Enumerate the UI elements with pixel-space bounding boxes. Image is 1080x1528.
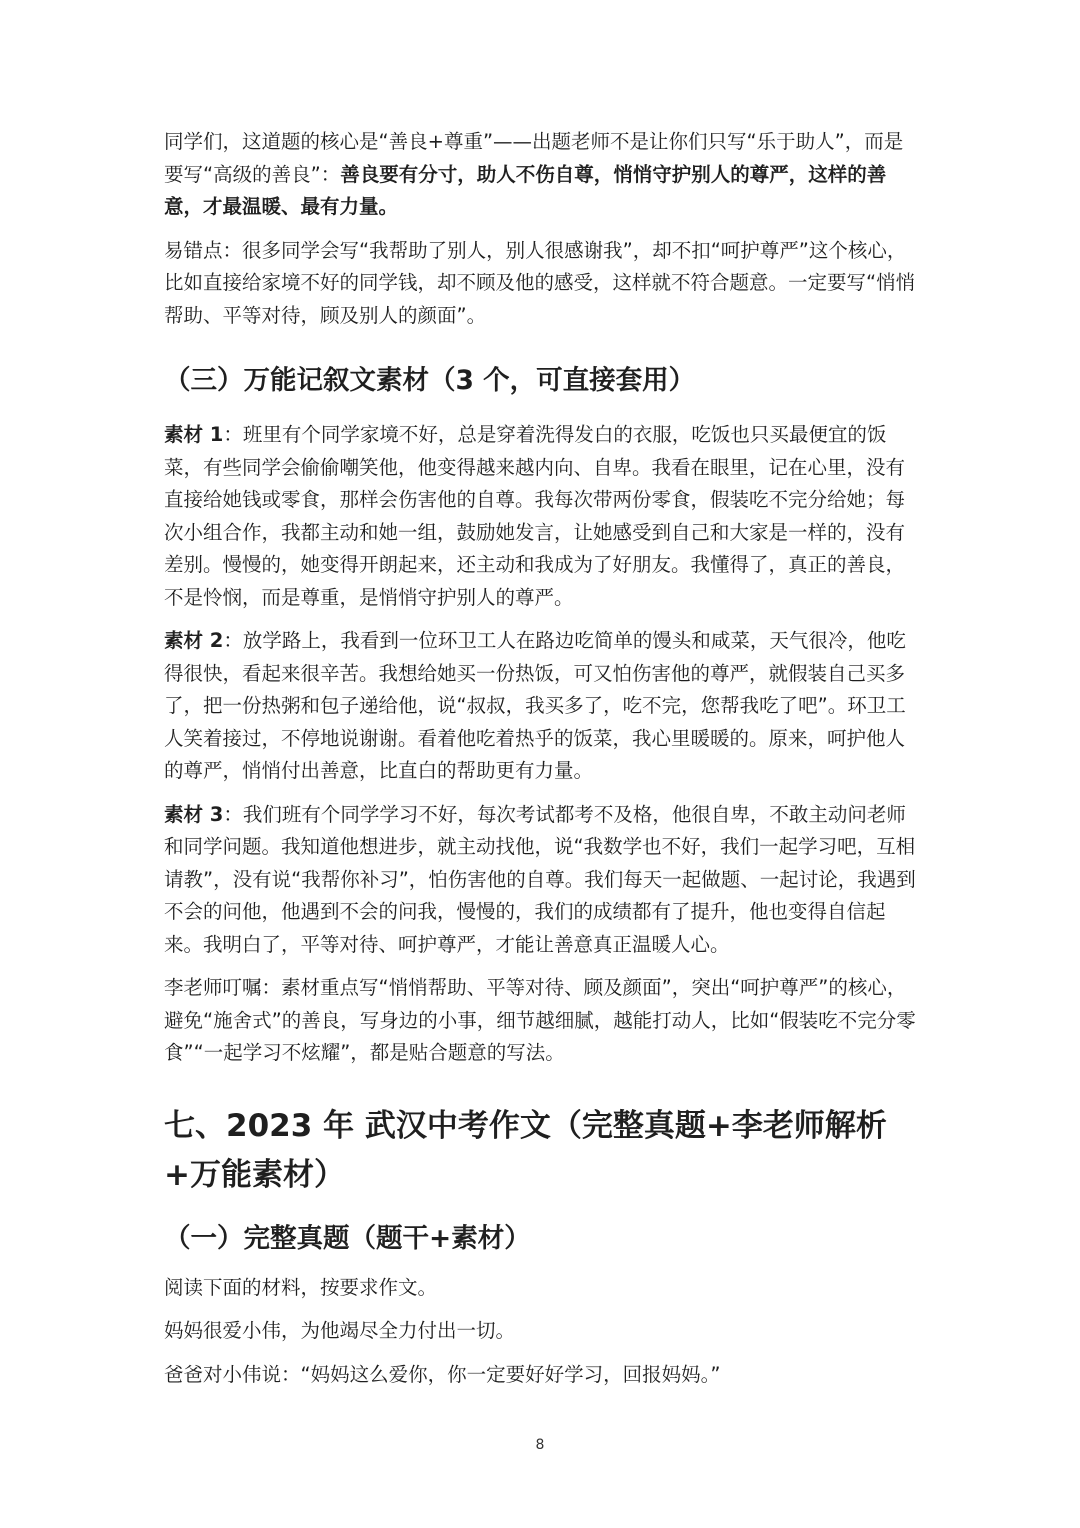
material-text: ：班里有个同学家境不好，总是穿着洗得发白的衣服，吃饭也只买最便宜的饭菜，有些同学会偷偷嘲笑他，他变得越来越内向、自卑。我看在眼里，记在心里，没有直接给她钱或零食，那样会伤害他的自尊。我每次带两份零食，假装吃不完分给她；每次小组合作，我都主动和她一组，鼓励她发言，让她感受到自己和大家是一样的，没有差别。慢慢的，她变得开朗起来，还主动和我成为了好朋友。我懂得了，真正的善良，不是怜悯，而是尊重，是悄悄守护别人的尊严。	[164, 423, 906, 609]
question-line-2: 妈妈很爱小伟，为他竭尽全力付出一切。	[164, 1319, 516, 1342]
page-number: 8	[535, 1437, 545, 1453]
material-label: 素材 2	[164, 629, 224, 652]
question-line-1: 阅读下面的材料，按要求作文。	[164, 1275, 438, 1299]
intro-emphasis: 善良要有分寸，助人不伤自尊，悄悄守护别人的尊严，这样的善意，才最温暖、最有力量。	[164, 162, 887, 218]
material-paragraph-1	[164, 419, 916, 614]
material-label: 素材 1	[164, 423, 224, 446]
intro-text: 同学们，这道题的核心是“善良+尊重”——出题老师不是让你们只写“乐于助人”，而是要写“高级的善良”：	[164, 130, 904, 186]
material-label: 素材 3	[164, 802, 224, 826]
intro-paragraph	[164, 126, 916, 224]
chapter-heading-2023: 七、2023 年 武汉中考作文（完整真题+李老师解析+万能素材）	[164, 1107, 887, 1193]
question-line-3: 爸爸对小伟说：“妈妈这么爱你，你一定要好好学习，回报妈妈。”	[164, 1362, 721, 1386]
common-mistake-paragraph: 易错点：很多同学会写“我帮助了别人，别人很感谢我”，却不扣“呵护尊严”这个核心，比如直接给家境不好的同学钱，却不顾及他的感受，这样就不符合题意。一定要写“悄悄帮助、平等对待，顾及别人的颜面”。	[164, 238, 916, 327]
material-text: ：我们班有个同学学习不好，每次考试都考不及格，他很自卑，不敢主动问老师和同学问题。我知道他想进步，就主动找他，说“我数学也不好，我们一起学习吧，互相请教”，没有说“我帮你补习”，怕伤害他的自尊。我们每天一起做题、一起讨论，我遇到不会的问他，他遇到不会的问我，慢慢的，我们的成绩都有了提升，他也变得自信起来。我明白了，平等对待、呵护尊严，才能让善意真正温暖人心。	[164, 802, 916, 956]
section-heading-full-question: （一）完整真题（题干+素材）	[164, 1222, 531, 1254]
material-paragraph-3	[164, 799, 916, 962]
material-paragraph-2	[164, 625, 916, 788]
teacher-tip-paragraph: 李老师叮嘱：素材重点写“悄悄帮助、平等对待、顾及颜面”，突出“呵护尊严”的核心，避免“施舍式”的善良，写身边的小事，细节越细腻，越能打动人，比如“假装吃不完分零食”“一起学习不炫耀”，都是贴合题意的写法。	[164, 976, 916, 1064]
section-heading-materials: （三）万能记叙文素材（3 个，可直接套用）	[164, 365, 696, 396]
page-content	[164, 126, 916, 1391]
material-text: ：放学路上，我看到一位环卫工人在路边吃简单的馒头和咸菜，天气很冷，他吃得很快，看起来很辛苦。我想给她买一份热饭，可又怕伤害他的尊严，就假装自己买多了，把一份热粥和包子递给他，说“叔叔，我买多了，吃不完，您帮我吃了吧”。环卫工人笑着接过，不停地说谢谢。看着他吃着热乎的饭菜，我心里暖暖的。原来，呵护他人的尊严，悄悄付出善意，比直白的帮助更有力量。	[164, 629, 906, 782]
